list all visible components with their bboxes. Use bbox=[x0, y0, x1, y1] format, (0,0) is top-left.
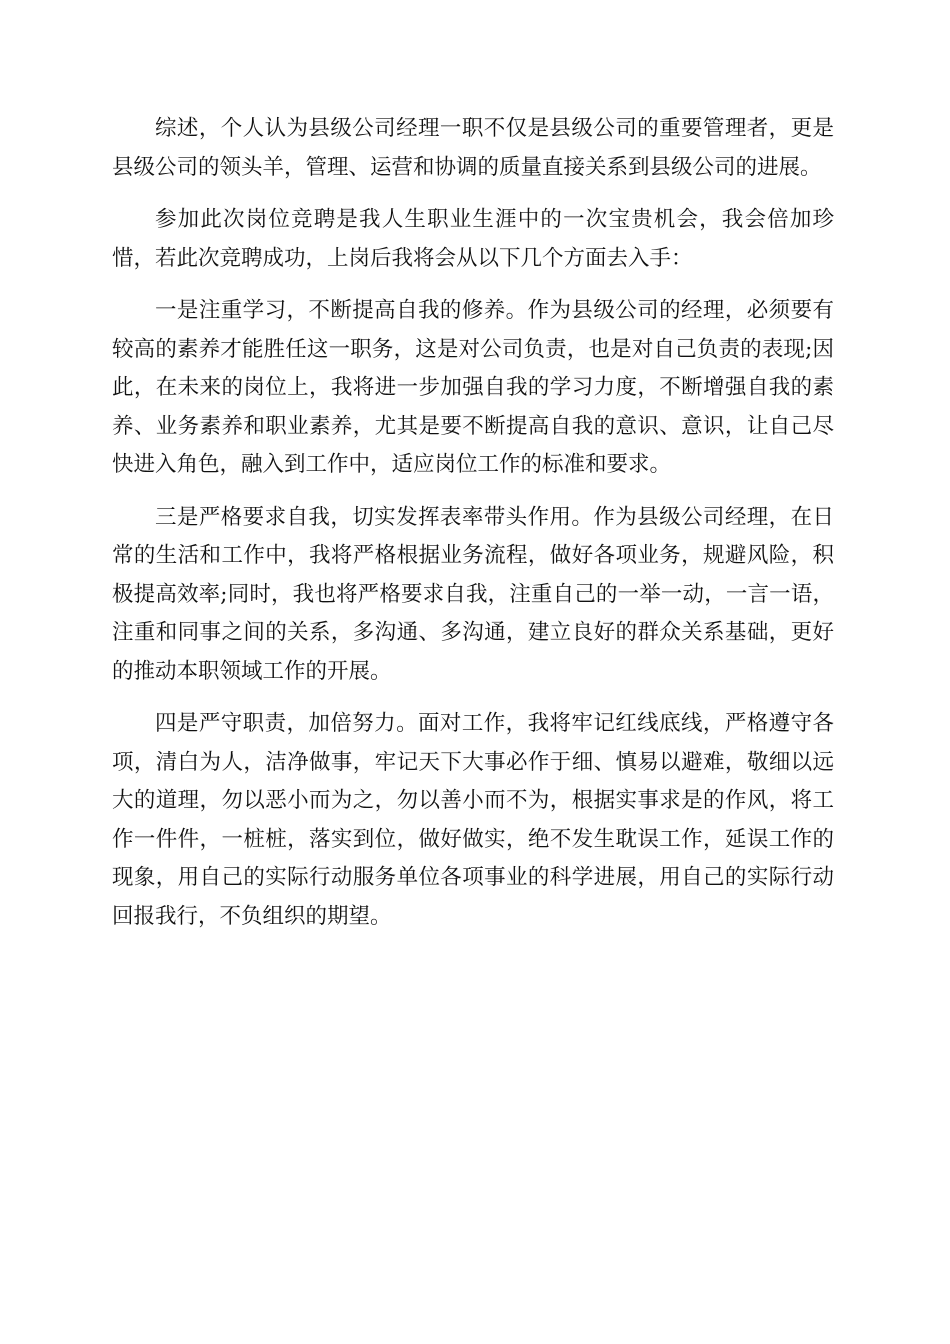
paragraph-summary: 综述，个人认为县级公司经理一职不仅是县级公司的重要管理者，更是县级公司的领头羊，管理、运营和协调的质量直接关系到县级公司的进展。 bbox=[112, 116, 834, 180]
paragraph-point-self-discipline: 三是严格要求自我，切实发挥表率带头作用。作为县级公司经理，在日常的生活和工作中，我将严格根据业务流程，做好各项业务，规避风险，积极提高效率;同时，我也将严格要求自我，注重自己的一举一动，一言一语，注重和同事之间的关系，多沟通、多沟通，建立良好的群众关系基础，更好的推动本职领域工作的开展。 bbox=[112, 504, 834, 684]
paragraph-opportunity: 参加此次岗位竞聘是我人生职业生涯中的一次宝贵机会，我会倍加珍惜，若此次竞聘成功，上岗后我将会从以下几个方面去入手： bbox=[112, 207, 834, 271]
paragraph-point-learning: 一是注重学习，不断提高自我的修养。作为县级公司的经理，必须要有较高的素养才能胜任这一职务，这是对公司负责，也是对自己负责的表现;因此，在未来的岗位上，我将进一步加强自我的学习力度，不断增强自我的素养、业务素养和职业素养，尤其是要不断提高自我的意识、意识，让自己尽快进入角色，融入到工作中，适应岗位工作的标准和要求。 bbox=[112, 298, 834, 477]
paragraph-point-duty: 四是严守职责，加倍努力。面对工作，我将牢记红线底线，严格遵守各项，清白为人，洁净做事，牢记天下大事必作于细、慎易以避难，敬细以远大的道理，勿以恶小而为之，勿以善小而不为，根据实事求是的作风，将工作一件件，一桩桩，落实到位，做好做实，绝不发生耽误工作，延误工作的现象，用自己的实际行动服务单位各项事业的科学进展，用自己的实际行动回报我行，不负组织的期望。 bbox=[112, 711, 834, 929]
document-body bbox=[112, 110, 834, 950]
